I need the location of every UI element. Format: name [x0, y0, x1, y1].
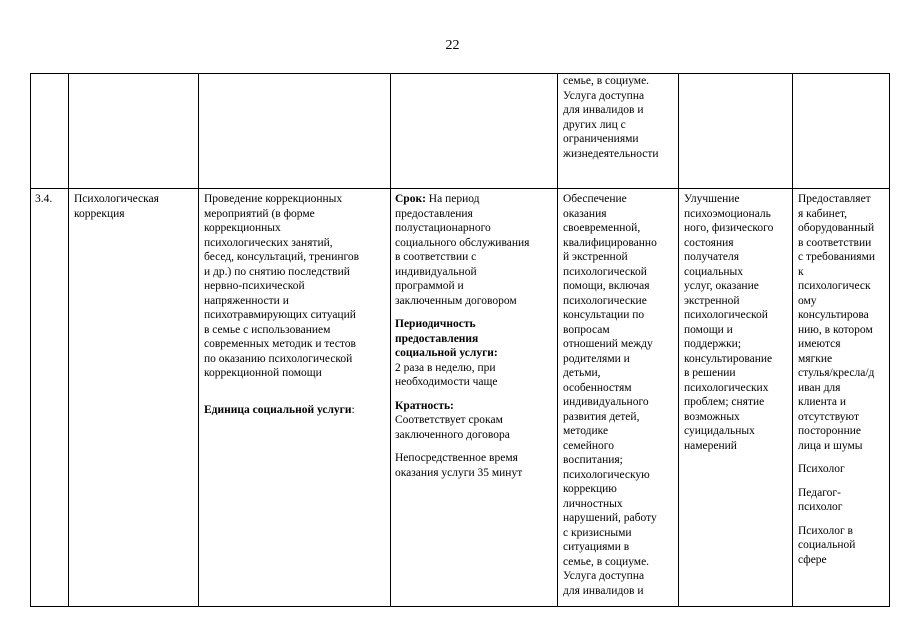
- text-line: современных методик и тестов: [204, 338, 356, 350]
- text-line: я кабинет,: [798, 207, 847, 220]
- term-periodicity-cell: [395, 192, 555, 480]
- staff-educational-psychologist: психолог: [798, 501, 843, 513]
- text-line: к: [798, 265, 804, 278]
- text-line: жизнедеятельности: [563, 147, 659, 160]
- text-line: индивидуального: [563, 396, 649, 408]
- text-line: предоставления: [395, 207, 473, 220]
- text-line: нервно-психической: [204, 280, 305, 292]
- text-line: ограничениями: [563, 133, 639, 145]
- text-line: возможных: [684, 410, 740, 423]
- text-line: мероприятий (в форме: [204, 207, 315, 220]
- text-line: й экстренной: [563, 251, 628, 263]
- table-border-right: [889, 73, 890, 607]
- text-line: мягкие: [798, 352, 833, 365]
- text-line: услуг, оказание: [684, 280, 759, 292]
- text-line: стулья/кресла/д: [798, 367, 875, 379]
- direct-time-line: Непосредственное время: [395, 452, 518, 464]
- text-line: методике: [563, 425, 609, 437]
- multiplicity-label: Кратность:: [395, 399, 454, 412]
- text-line: нию, в котором: [798, 323, 873, 336]
- text-line: в семье с использованием: [204, 323, 331, 336]
- text-line: по оказанию психологической: [204, 352, 353, 365]
- column-divider: [557, 73, 558, 607]
- text-line: коррекцию: [563, 483, 617, 495]
- table-border-top: [30, 73, 890, 74]
- text-line: с кризисными: [563, 526, 632, 539]
- text-line: вопросам: [563, 323, 610, 336]
- text-line: коррекционных: [204, 222, 281, 234]
- unit-label: Единица социальной услуги: [204, 403, 352, 416]
- text-line: психологических занятий,: [204, 236, 333, 249]
- text-line: развития детей,: [563, 410, 640, 423]
- column-divider: [68, 73, 69, 607]
- text-line: Предоставляет: [798, 193, 871, 205]
- text-line: заключенным договором: [395, 294, 517, 307]
- text-line: полустационарного: [395, 222, 491, 234]
- text-line: в решении: [684, 367, 736, 379]
- service-name-cell: [74, 192, 196, 221]
- text-line: экстренной: [684, 294, 740, 307]
- term-first-line: [395, 192, 555, 207]
- text-line: семейного: [563, 439, 614, 452]
- text-line: помощи, включая: [563, 280, 650, 292]
- text-line: напряженности и: [204, 294, 289, 307]
- text-line: семье, в социуме.: [563, 75, 650, 87]
- text-line: оборудованный: [798, 222, 875, 234]
- text-line: психологические: [563, 294, 647, 307]
- text-line: оказания: [563, 207, 607, 220]
- text-line: коррекция: [74, 207, 125, 220]
- text-line: намерений: [684, 439, 737, 452]
- row-number: 3.4.: [35, 193, 53, 205]
- table-border-bottom: [30, 606, 890, 607]
- text-line: в соответствии с: [395, 251, 477, 263]
- text-line: клиента и: [798, 396, 847, 408]
- text-line: детьми,: [563, 367, 601, 379]
- text-line: социальных: [684, 265, 743, 278]
- column-divider: [678, 73, 679, 607]
- periodicity-label: социальной услуги:: [395, 347, 498, 359]
- term-value: На период: [425, 193, 480, 205]
- text-line: Психологическая: [74, 193, 159, 205]
- text-line: семье, в социуме.: [563, 555, 650, 568]
- text-line: ому: [798, 294, 817, 307]
- conditions-cell: [563, 192, 677, 598]
- text-line: Услуга доступна: [563, 570, 645, 582]
- text-line: поддержки;: [684, 338, 742, 350]
- term-label: Срок:: [395, 193, 426, 205]
- text-line: и др.) по снятию последствий: [204, 265, 350, 278]
- text-line: психологической: [563, 265, 647, 278]
- text-line: консультирова: [798, 309, 869, 321]
- text-line: особенностям: [563, 381, 632, 394]
- text-line: Улучшение: [684, 193, 740, 205]
- text-line: с требованиями: [798, 251, 876, 263]
- staff-social-psychologist: Психолог в: [798, 524, 853, 537]
- column-divider: [390, 73, 391, 607]
- text-line: Проведение коррекционных: [204, 193, 343, 205]
- text-line: индивидуальной: [395, 265, 477, 278]
- row-number-cell: [35, 192, 67, 207]
- text-line: коррекционной помощи: [204, 367, 322, 379]
- text-line: бесед, консультаций, тренингов: [204, 251, 360, 263]
- staff-educational-psychologist: Педагог-: [798, 486, 841, 499]
- text-line: иван для: [798, 381, 841, 394]
- table-border-left: [30, 73, 31, 607]
- text-line: необходимости чаще: [395, 376, 498, 388]
- text-line: консультации по: [563, 309, 645, 321]
- text-line: своевременной,: [563, 222, 641, 234]
- periodicity-label: предоставления: [395, 332, 479, 345]
- staff-psychologist: Психолог: [798, 463, 845, 475]
- resources-staff-cell: [798, 192, 888, 567]
- unit-label-line: [204, 403, 389, 418]
- service-description-cell: [204, 192, 389, 417]
- text-line: психоэмоциональ: [684, 207, 771, 220]
- column-divider: [198, 73, 199, 607]
- text-line: в соответствии: [798, 236, 872, 249]
- text-line: проблем; снятие: [684, 396, 765, 408]
- text-line: помощи и: [684, 323, 733, 336]
- text-line: отсутствуют: [798, 410, 860, 423]
- text-line: психологической: [684, 309, 768, 321]
- text-line: суицидальных: [684, 425, 755, 437]
- text-line: получателя: [684, 251, 739, 263]
- text-line: консультирование: [684, 352, 773, 365]
- column-divider: [792, 73, 793, 607]
- text-line: имеются: [798, 338, 841, 350]
- text-line: родителями и: [563, 352, 630, 365]
- text-line: нарушений, работу: [563, 512, 657, 524]
- staff-social-psychologist: социальной: [798, 539, 856, 551]
- text-line: программой и: [395, 280, 464, 292]
- text-line: Обеспечение: [563, 193, 627, 205]
- text-line: социального обслуживания: [395, 236, 530, 249]
- text-line: заключенного договора: [395, 428, 510, 441]
- text-line: для инвалидов и: [563, 104, 644, 116]
- text-line: для инвалидов и: [563, 584, 644, 597]
- text-line: ного, физического: [684, 222, 774, 234]
- text-line: психологических: [684, 381, 769, 394]
- text-line: личностных: [563, 497, 623, 510]
- row-divider: [30, 188, 890, 189]
- periodicity-label: Периодичность: [395, 318, 476, 330]
- top-row-conditions-cell: [563, 74, 675, 161]
- text-line: ситуациями в: [563, 541, 630, 553]
- text-line: состояния: [684, 236, 734, 249]
- page-number: 22: [445, 38, 460, 53]
- text-line: посторонние: [798, 425, 861, 437]
- results-cell: [684, 192, 791, 453]
- text-line: психологическую: [563, 468, 650, 481]
- text-line: отношений между: [563, 338, 653, 350]
- direct-time-line: оказания услуги 35 минут: [395, 466, 523, 479]
- text-line: психотравмирующих ситуаций: [204, 309, 356, 321]
- staff-social-psychologist: сфере: [798, 553, 827, 566]
- text-line: других лиц с: [563, 118, 626, 131]
- text-line: 2 раза в неделю, при: [395, 361, 496, 374]
- text-line: Услуга доступна: [563, 89, 645, 102]
- text-line: Соответствует срокам: [395, 414, 503, 426]
- text-line: лица и шумы: [798, 439, 863, 452]
- text-line: психологическ: [798, 280, 871, 292]
- text-line: квалифицированно: [563, 236, 657, 249]
- text-line: воспитания;: [563, 454, 623, 466]
- unit-colon: :: [351, 403, 355, 416]
